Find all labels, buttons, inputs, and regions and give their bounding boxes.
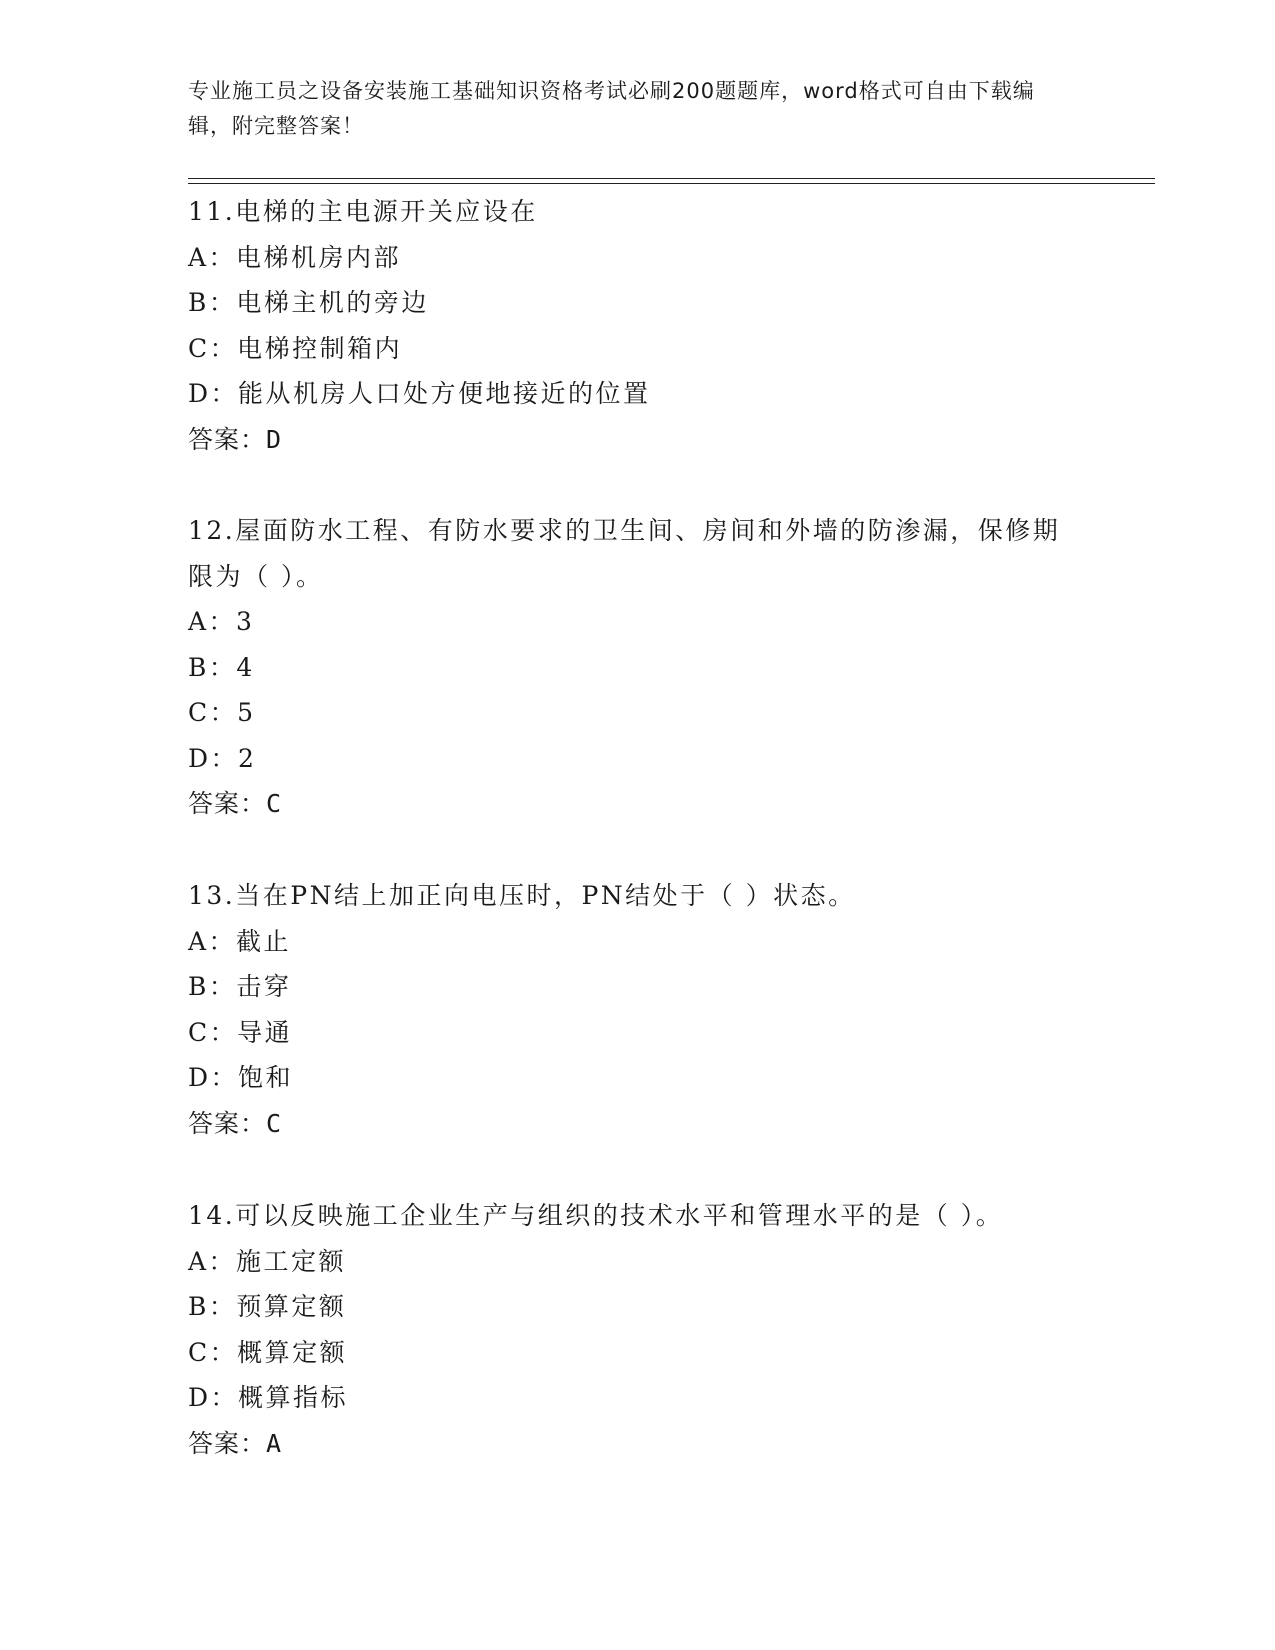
answer-line [188,781,1088,827]
option-c: C：5 [188,698,256,727]
option-d: D：2 [188,743,257,773]
answer-value: D [266,424,283,454]
document-header: 专业施工员之设备安装施工基础知识资格考试必刷200题题库，word格式可自由下载编辑，附完整答案！ [188,79,1035,138]
answer-line [188,1101,1088,1147]
answer-value: A [266,1428,283,1458]
option-c: C：概算定额 [188,1337,348,1367]
option-d: D：概算指标 [188,1383,349,1412]
option-c: C：导通 [188,1017,293,1047]
option-a: A：施工定额 [188,1246,347,1276]
question-14 [188,1193,1088,1466]
answer-value: C [266,789,283,818]
header-divider-bottom [188,183,1155,184]
answer-label: 答案： [188,1108,267,1138]
answer-label: 答案： [188,789,267,818]
option-d: D：能从机房人口处方便地接近的位置 [188,379,651,408]
option-a: A：3 [188,607,255,636]
option-b: B：4 [188,652,255,682]
question-stem: 13.当在PN结上加正向电压时，PN结处于（ ）状态。 [188,881,856,910]
question-stem: 11.电梯的主电源开关应设在 [188,197,538,226]
answer-line [188,1421,1088,1467]
option-a: A：截止 [188,926,292,956]
option-b: B：预算定额 [188,1292,347,1321]
question-stem: 14.可以反映施工企业生产与组织的技术水平和管理水平的是（ ）。 [188,1201,1004,1230]
answer-label: 答案： [188,424,267,454]
header-divider-top [188,178,1155,179]
option-a: A：电梯机房内部 [188,242,402,272]
answer-label: 答案： [188,1428,267,1458]
question-11 [188,189,1088,462]
question-13 [188,873,1088,1146]
option-c: C：电梯控制箱内 [188,333,403,363]
option-b: B：电梯主机的旁边 [188,288,429,317]
question-12 [188,508,1088,827]
option-b: B：击穿 [188,972,292,1001]
question-stem: 12.屋面防水工程、有防水要求的卫生间、房间和外墙的防渗漏，保修期限为（ ）。 [188,516,1061,591]
answer-line [188,417,1088,463]
answer-value: C [266,1108,283,1138]
option-d: D：饱和 [188,1063,294,1092]
